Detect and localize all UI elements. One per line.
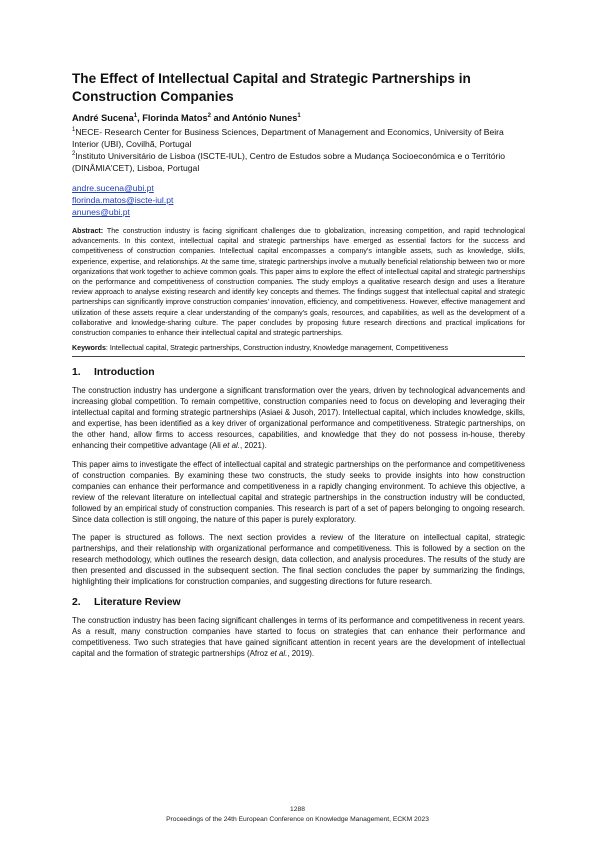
paragraph-text: , 2019). bbox=[287, 649, 315, 659]
page-number: 1288 bbox=[290, 806, 305, 813]
section-heading bbox=[72, 597, 525, 608]
section-number: 1. bbox=[72, 367, 81, 379]
abstract-text: The construction industry is facing significant challenges due to globalization, increasing competition, and rapid technological advancements. In this context, intellectual capital and strategic partnerships have emerged as essential factors for the success and competitiveness of construction companies. Intellectual capital encompasses a company's intangible assets, such as knowledge, skills, experience, expertise, and relationships. At the same time, strategic partnerships involve a mutually beneficial relationship between two or more organizations that work together to achieve common goals. This paper aims to explore the effect of intellectual capital and strategic partnerships on the performance and competitiveness of construction companies. The study employs a qualitative research design and uses a literature review approach to analyse existing research and identify key concepts and themes. The findings suggest that intellectual capital and strategic partnerships can significantly improve construction companies' innovation, efficiency, and competitiveness. However, effective management and utilization of these assets require a clear understanding of the company's goals, resources, and capabilities, as well as the development of a collaborative and knowledge-sharing culture. The paper concludes by proposing future research directions and practical implications for construction companies to enhance their intellectual capital and strategic partnerships. bbox=[72, 227, 525, 338]
citation-etal: et al. bbox=[270, 649, 288, 659]
paper-title: The Effect of Intellectual Capital and Strategic Partnerships in Construction Companies bbox=[72, 71, 471, 104]
abstract bbox=[72, 226, 525, 338]
paragraph-text: The paper is structured as follows. The next section provides a review of the literature on intellectual capital, strategic partnerships, and their relationship with organizational performance and competitiveness. This is followed by a section on the research methodology, which outlines the research design, data collection, and analysis procedures. The results of the study are then presented and discussed in the subsequent section. The final section concludes the paper by summarizing the findings, highlighting their implications for construction companies, and suggesting directions for future research. bbox=[72, 532, 525, 586]
affiliation-mark: 2 bbox=[72, 151, 76, 158]
keywords-text: : Intellectual capital, Strategic partnerships, Construction industry, Knowledge management, Competitiveness bbox=[105, 344, 449, 353]
section-title: Literature Review bbox=[94, 597, 181, 609]
author-separator: and bbox=[210, 113, 233, 123]
paragraph-text: , 2021). bbox=[240, 441, 267, 451]
paragraph-text: This paper aims to investigate the effect of intellectual capital and strategic partnerships on the performance and competitiveness of construction companies. By examining these two constructs, the study seeks to provide insights into how construction companies can enhance their performance and competitiveness in a rapidly changing environment. To achieve this objective, a review of the relevant literature on intellectual capital and strategic partnerships in the construction industry will be conducted, followed by an empirical study of construction companies. This research is part of a set of papers belonging to ongoing research. Since data collection is still ongoing, the nature of this paper is purely exploratory. bbox=[72, 459, 525, 524]
affiliation-text: NECE- Research Center for Business Sciences, Department of Management and Economics, University of Beira Interior (UBI), Covilhã, Portugal bbox=[72, 127, 504, 149]
author-separator: , bbox=[137, 113, 143, 123]
citation-etal: et al. bbox=[222, 441, 240, 451]
paragraph-text: The construction industry has been facing significant challenges in terms of its performance and competitiveness in recent years. As a result, many construction companies have started to focus on strategies that can enhance their performance and competitiveness. Two such strategies that have gained significant attention in recent years are the development of intellectual capital and the formation of strategic partnerships (Afroz bbox=[72, 616, 525, 659]
proceedings-footer: Proceedings of the 24th European Conference on Knowledge Management, ECKM 2023 bbox=[166, 816, 429, 823]
email-link[interactable]: florinda.matos@iscte-iul.pt bbox=[72, 195, 174, 205]
author-name: Florinda Matos bbox=[142, 113, 208, 123]
section-title: Introduction bbox=[94, 367, 155, 379]
affiliation-text: Instituto Universitário de Lisboa (ISCTE-IUL), Centro de Estudos sobre a Mudança Socioeconómica e o Território (DINÂMIA'CET), Lisboa, Portugal bbox=[72, 151, 506, 173]
paragraph bbox=[72, 459, 525, 525]
abstract-label: Abstract: bbox=[72, 227, 104, 235]
keywords bbox=[72, 343, 525, 357]
affiliation-mark: 1 bbox=[72, 127, 76, 134]
author-affiliation-mark: 1 bbox=[133, 112, 138, 119]
author-affiliation-mark: 2 bbox=[207, 112, 211, 119]
author-name: António Nunes bbox=[232, 113, 298, 123]
paragraph-text: The construction industry has undergone a significant transformation over the years, driven by technological advancements and increasing global competition. To remain competitive, construction companies need to focus on developing and leveraging their intellectual capital and forming strategic partnerships (Asiaei & Jusoh, 2017). Intellectual capital, which includes knowledge, skills, and expertise, has been identified as a key driver of organizational performance and competitiveness. Strategic partnerships, on the other hand, allow firms to access resources, capabilities, and knowledge that they do not possess in-house, thereby enhancing their competitive advantage (Ali bbox=[72, 386, 525, 451]
email-link[interactable]: andre.sucena@ubi.pt bbox=[72, 183, 154, 193]
author-affiliation-mark: 1 bbox=[297, 112, 301, 119]
paper-body bbox=[72, 70, 525, 666]
paragraph bbox=[72, 385, 525, 451]
paragraph bbox=[72, 615, 525, 659]
affiliation bbox=[72, 126, 525, 150]
author-list bbox=[72, 112, 525, 124]
section-heading bbox=[72, 367, 525, 378]
author-name: André Sucena bbox=[72, 113, 134, 123]
keywords-label: Keywords bbox=[72, 344, 106, 353]
affiliation-list bbox=[72, 126, 525, 174]
email-link[interactable]: anunes@ubi.pt bbox=[72, 207, 130, 217]
affiliation bbox=[72, 150, 525, 174]
section-number: 2. bbox=[72, 597, 81, 609]
section-list bbox=[72, 367, 525, 659]
paragraph bbox=[72, 532, 525, 587]
email-list bbox=[72, 182, 525, 218]
